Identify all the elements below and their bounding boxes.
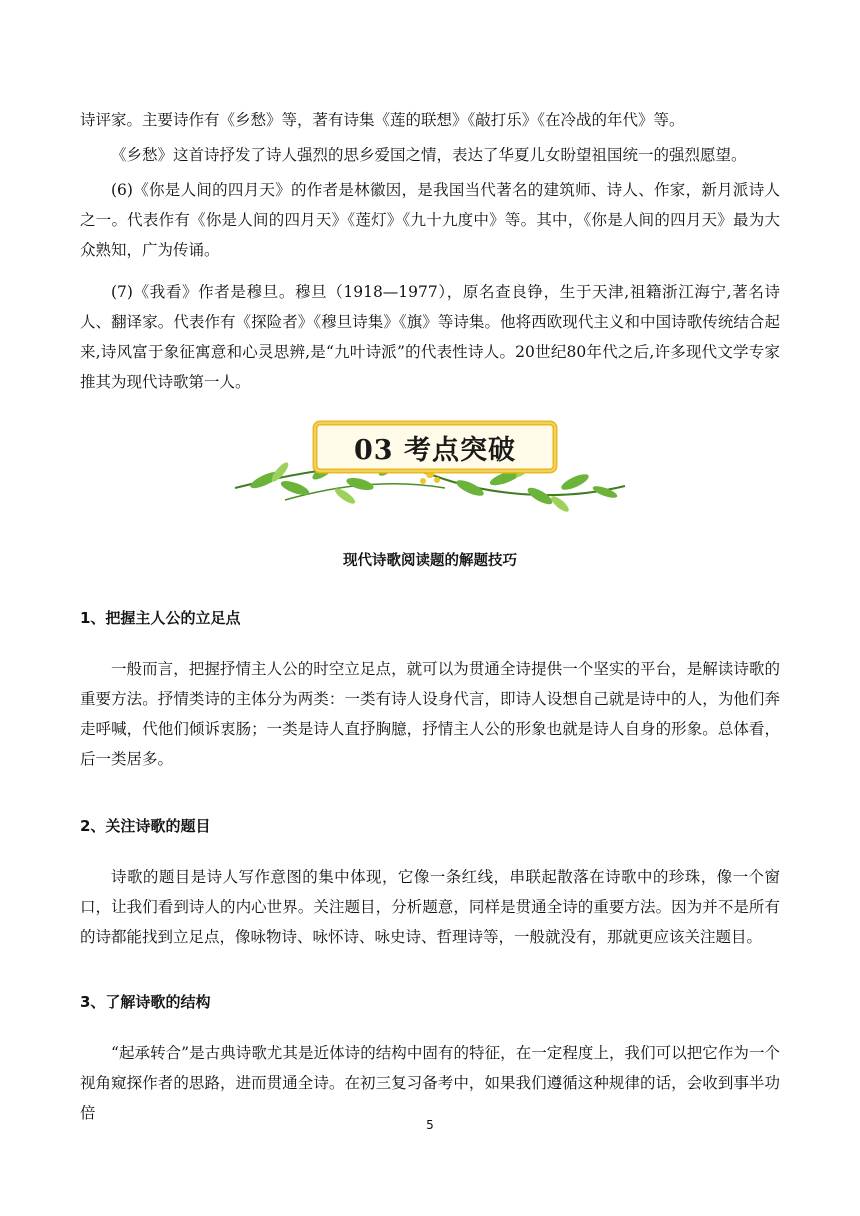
section-title: 现代诗歌阅读题的解题技巧 bbox=[343, 553, 517, 569]
paragraph-lin-huiyin: (6)《你是人间的四月天》的作者是林徽因，是我国当代著名的建筑师、诗人、作家，新月派诗人之一。代表作有《你是人间的四月天》《莲灯》《九十九度中》等。其中，《你是人间的四月天》最为大众熟知，广为传诵。 bbox=[80, 181, 780, 259]
point-3-body: “起承转合”是古典诗歌尤其是近体诗的结构中固有的特征，在一定程度上，我们可以把它作为一个视角窥探作者的思路，进而贯通全诗。在初三复习备考中，如果我们遵循这种规律的话，会收到事半功倍 bbox=[80, 1044, 780, 1122]
banner-label: 03 考点突破 bbox=[354, 434, 516, 466]
point-1-heading: 1、把握主人公的立足点 bbox=[80, 609, 241, 627]
point-2-body: 诗歌的题目是诗人写作意图的集中体现，它像一条红线，串联起散落在诗歌中的珍珠，像一个窗口，让我们看到诗人的内心世界。关注题目，分析题意，同样是贯通全诗的重要方法。因为并不是所有的诗都能找到立足点，像咏物诗、咏怀诗、咏史诗、哲理诗等，一般就没有，那就更应该关注题目。 bbox=[80, 868, 780, 946]
paragraph-mu-dan: (7)《我看》作者是穆旦。穆旦（1918—1977），原名查良铮，生于天津,祖籍浙江海宁,著名诗人、翻译家。代表作有《探险者》《穆旦诗集》《旗》等诗集。他将西欧现代主义和中国诗歌传统结合起来,诗风富于象征寓意和心灵思辨,是“九叶诗派”的代表性诗人。20世纪80年代之后,许多现代文学专家推其为现代诗歌第一人。 bbox=[80, 283, 780, 391]
point-2-heading: 2、关注诗歌的题目 bbox=[80, 817, 211, 835]
page-number: 5 bbox=[426, 1118, 434, 1132]
paragraph-xiangchou-theme: 《乡愁》这首诗抒发了诗人强烈的思乡爱国之情，表达了华夏儿女盼望祖国统一的强烈愿望。 bbox=[111, 146, 747, 164]
point-3-heading: 3、了解诗歌的结构 bbox=[80, 993, 211, 1011]
paragraph-yu-guangzhong-works: 诗评家。主要诗作有《乡愁》等，著有诗集《莲的联想》《敲打乐》《在冷战的年代》等。 bbox=[80, 111, 685, 129]
point-1-body: 一般而言，把握抒情主人公的时空立足点，就可以为贯通全诗提供一个坚实的平台，是解读诗歌的重要方法。抒情类诗的主体分为两类：一类有诗人设身代言，即诗人设想自己就是诗中的人，为他们奔走呼喊，代他们倾诉衷肠；一类是诗人直抒胸臆，抒情主人公的形象也就是诗人自身的形象。总体看，后一类居多。 bbox=[80, 660, 780, 768]
section-banner bbox=[225, 388, 635, 518]
